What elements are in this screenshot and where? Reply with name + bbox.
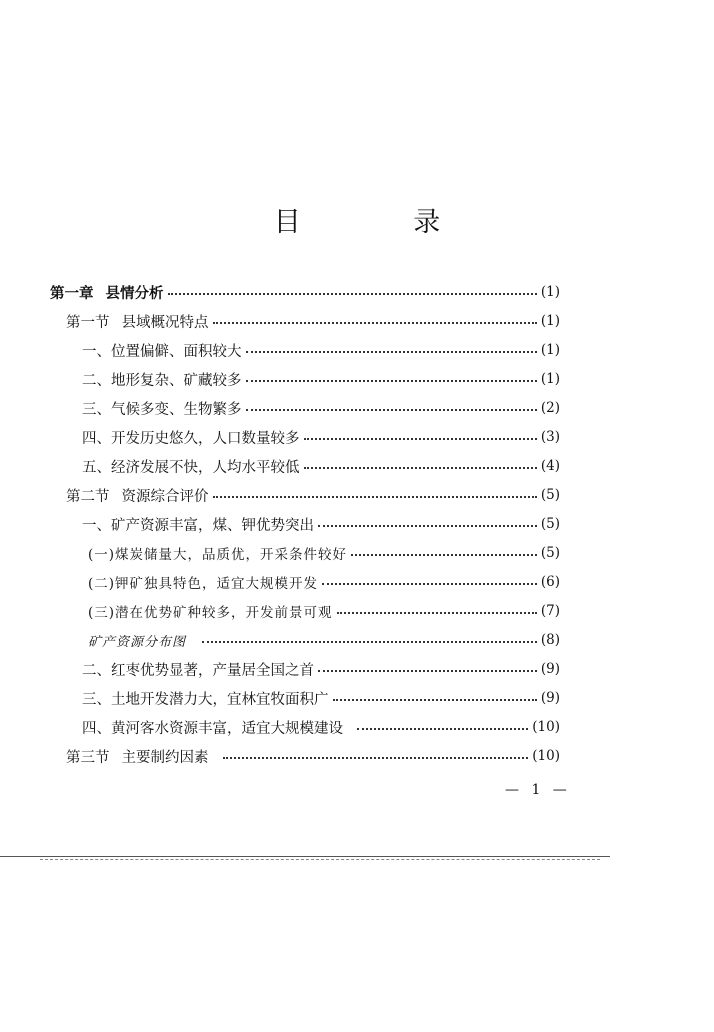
toc-entry-title: 一、位置偏僻、面积较大 — [82, 343, 242, 360]
dot-leader — [304, 467, 537, 469]
dot-leader — [213, 496, 537, 498]
toc-entry-page: (5) — [540, 487, 560, 503]
dot-leader — [168, 293, 537, 295]
page-title: 目 录 — [273, 207, 493, 238]
dot-leader — [357, 728, 528, 730]
dot-leader — [351, 554, 537, 556]
toc-entry[interactable] — [82, 454, 560, 478]
toc-entry[interactable] — [82, 338, 560, 362]
dot-leader — [318, 525, 537, 527]
toc-entry[interactable] — [82, 425, 560, 449]
toc-entry-page: (1) — [540, 342, 560, 358]
toc-entry-chapter-1[interactable] — [50, 280, 560, 304]
dot-leader — [246, 380, 537, 382]
toc-entry-title: 二、地形复杂、矿藏较多 — [82, 372, 242, 389]
toc-entry-map[interactable] — [88, 628, 560, 652]
toc-entry-title: 矿产资源分布图 — [88, 634, 187, 650]
dot-leader — [304, 438, 537, 440]
toc-entry-page: (6) — [540, 574, 560, 590]
toc-entry-page: (4) — [540, 458, 560, 474]
scan-edge-line — [0, 856, 610, 857]
toc-entry-title: 主要制约因素 — [121, 749, 209, 766]
toc-entry-page: (5) — [540, 516, 560, 532]
toc-entry-section-1[interactable] — [66, 309, 560, 333]
page-number: — 1 — — [505, 782, 571, 798]
dot-leader — [246, 409, 537, 411]
toc-entry-page: (10) — [532, 719, 560, 735]
dot-leader — [223, 757, 529, 759]
toc-entry-page: (9) — [540, 661, 560, 677]
toc-entry-title: (二)钾矿独具特色，适宜大规模开发 — [88, 576, 319, 592]
toc-entry[interactable] — [82, 367, 560, 391]
toc-entry-title: 三、土地开发潜力大，宜林宜牧面积广 — [82, 691, 329, 708]
toc-entry-title: 五、经济发展不快，人均水平较低 — [82, 459, 300, 476]
toc-entry-page: (9) — [540, 690, 560, 706]
toc-entry-label: 第一节 — [66, 314, 110, 331]
toc-entry-section-2[interactable] — [66, 483, 560, 507]
toc-entry[interactable] — [82, 686, 560, 710]
toc-entry[interactable] — [88, 599, 560, 623]
toc-entry[interactable] — [82, 657, 560, 681]
dot-leader — [337, 612, 537, 614]
dot-leader — [318, 670, 537, 672]
toc-entry[interactable] — [88, 541, 560, 565]
toc-entry-label: 第三节 — [66, 749, 110, 766]
toc-entry-section-3[interactable] — [66, 744, 560, 768]
dot-leader — [202, 641, 537, 643]
toc-entry-page: (2) — [540, 400, 560, 416]
toc-entry-title: 县情分析 — [105, 285, 164, 302]
dot-leader — [246, 351, 537, 353]
toc-entry-title: 县域概况特点 — [121, 314, 209, 331]
toc-entry-title: 资源综合评价 — [121, 488, 209, 505]
dot-leader — [333, 699, 537, 701]
dot-leader — [322, 583, 537, 585]
toc-entry-page: (3) — [540, 429, 560, 445]
toc-entry-title: 四、黄河客水资源丰富，适宜大规模建设 — [82, 720, 343, 737]
toc-entry-page: (1) — [540, 313, 560, 329]
toc-entry[interactable] — [82, 512, 560, 536]
toc-entry-title: (一)煤炭储量大，品质优，开采条件较好 — [88, 547, 348, 563]
toc-entry-page: (5) — [540, 545, 560, 561]
toc-entry-page: (10) — [532, 748, 560, 764]
scan-edge-line — [40, 859, 600, 860]
toc-entry-title: 一、矿产资源丰富，煤、钾优势突出 — [82, 517, 314, 534]
toc-entry-title: 二、红枣优势显著，产量居全国之首 — [82, 662, 314, 679]
toc-entry-page: (8) — [540, 632, 560, 648]
toc-entry-title: (三)潜在优势矿种较多，开发前景可观 — [88, 605, 333, 621]
toc-entry[interactable] — [88, 570, 560, 594]
toc-entry-title: 四、开发历史悠久，人口数量较多 — [82, 430, 300, 447]
toc-entry[interactable] — [82, 396, 560, 420]
toc-entry-label: 第二节 — [66, 488, 110, 505]
toc-entry-page: (1) — [540, 371, 560, 387]
toc-entry-page: (1) — [540, 284, 560, 300]
toc-entry[interactable] — [82, 715, 560, 739]
dot-leader — [213, 322, 537, 324]
toc-entry-title: 三、气候多变、生物繁多 — [82, 401, 242, 418]
toc-entry-page: (7) — [540, 603, 560, 619]
toc-entry-label: 第一章 — [50, 285, 94, 302]
